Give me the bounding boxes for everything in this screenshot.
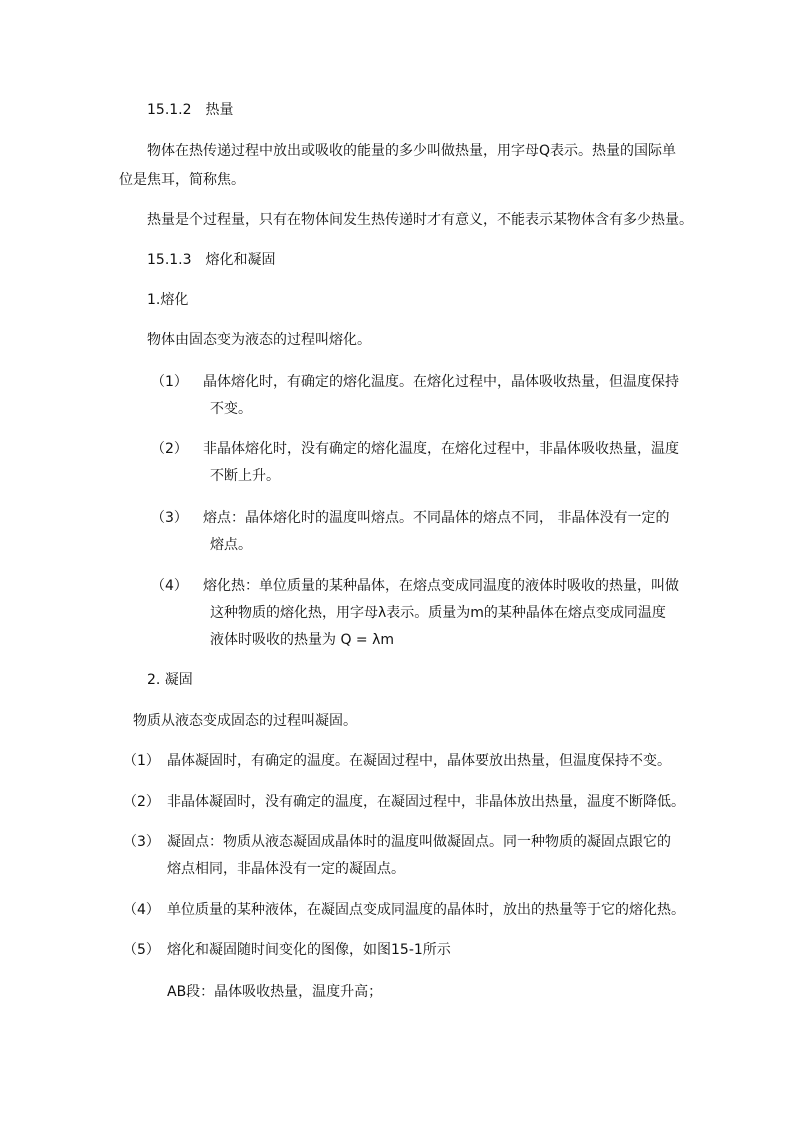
melting-item-4-number: （4） xyxy=(151,578,188,594)
melting-item-1-line-2: 不变。 xyxy=(210,401,252,417)
section-heading-15-1-2: 15.1.2 热量 xyxy=(147,102,234,118)
heat-definition-line-1: 物体在热传递过程中放出或吸收的能量的多少叫做热量，用字母Q表示。热量的国际单 xyxy=(147,143,677,159)
solidification-item-2-number: （2） xyxy=(123,794,160,810)
melting-item-2-line-2: 不断上升。 xyxy=(210,468,280,484)
solidification-item-2-line-1: 非晶体凝固时，没有确定的温度，在凝固过程中，非晶体放出热量，温度不断降低。 xyxy=(167,794,685,810)
solidification-item-1-number: （1） xyxy=(123,753,160,769)
heat-note: 热量是个过程量，只有在物体间发生热传递时才有意义，不能表示某物体含有多少热量。 xyxy=(147,212,693,228)
melting-item-2-line-1: 非晶体熔化时，没有确定的熔化温度，在熔化过程中，非晶体吸收热量，温度 xyxy=(203,441,679,457)
solidification-item-1-line-1: 晶体凝固时，有确定的温度。在凝固过程中，晶体要放出热量，但温度保持不变。 xyxy=(167,753,671,769)
melting-item-4-line-3: 液体时吸收的热量为 Q = λm xyxy=(210,632,395,648)
solidification-definition: 物质从液态变成固态的过程叫凝固。 xyxy=(133,713,357,729)
melting-item-1-line-1: 晶体熔化时，有确定的熔化温度。在熔化过程中，晶体吸收热量，但温度保持 xyxy=(203,374,679,390)
solidification-item-5-line-1: 熔化和凝固随时间变化的图像，如图15-1所示 xyxy=(167,942,451,958)
solidification-item-5-number: （5） xyxy=(123,942,160,958)
solidification-item-4-line-1: 单位质量的某种液体，在凝固点变成同温度的晶体时，放出的热量等于它的熔化热。 xyxy=(167,902,685,918)
melting-item-2-number: （2） xyxy=(151,441,188,457)
melting-item-3-number: （3） xyxy=(151,510,188,526)
ab-segment-description: AB段：晶体吸收热量，温度升高； xyxy=(167,984,383,1000)
solidification-title: 2. 凝固 xyxy=(147,672,193,688)
solidification-item-3-number: （3） xyxy=(123,834,160,850)
heat-definition-line-2: 位是焦耳，简称焦。 xyxy=(119,172,245,188)
solidification-item-3-line-1: 凝固点：物质从液态凝固成晶体时的温度叫做凝固点。同一种物质的凝固点跟它的 xyxy=(167,834,671,850)
melting-item-3-line-1: 熔点：晶体熔化时的温度叫熔点。不同晶体的熔点不同， 非晶体没有一定的 xyxy=(203,510,670,526)
melting-definition: 物体由固态变为液态的过程叫熔化。 xyxy=(147,332,371,348)
melting-title: 1.熔化 xyxy=(147,292,189,308)
melting-item-4-line-2: 这种物质的熔化热，用字母λ表示。质量为m的某种晶体在熔点变成同温度 xyxy=(210,605,666,621)
section-heading-15-1-3: 15.1.3 熔化和凝固 xyxy=(147,252,276,268)
melting-item-1-number: （1） xyxy=(151,374,188,390)
melting-item-4-line-1: 熔化热：单位质量的某种晶体，在熔点变成同温度的液体时吸收的热量，叫做 xyxy=(203,578,679,594)
solidification-item-4-number: （4） xyxy=(123,902,160,918)
solidification-item-3-line-2: 熔点相同，非晶体没有一定的凝固点。 xyxy=(167,861,405,877)
melting-item-3-line-2: 熔点。 xyxy=(210,537,252,553)
